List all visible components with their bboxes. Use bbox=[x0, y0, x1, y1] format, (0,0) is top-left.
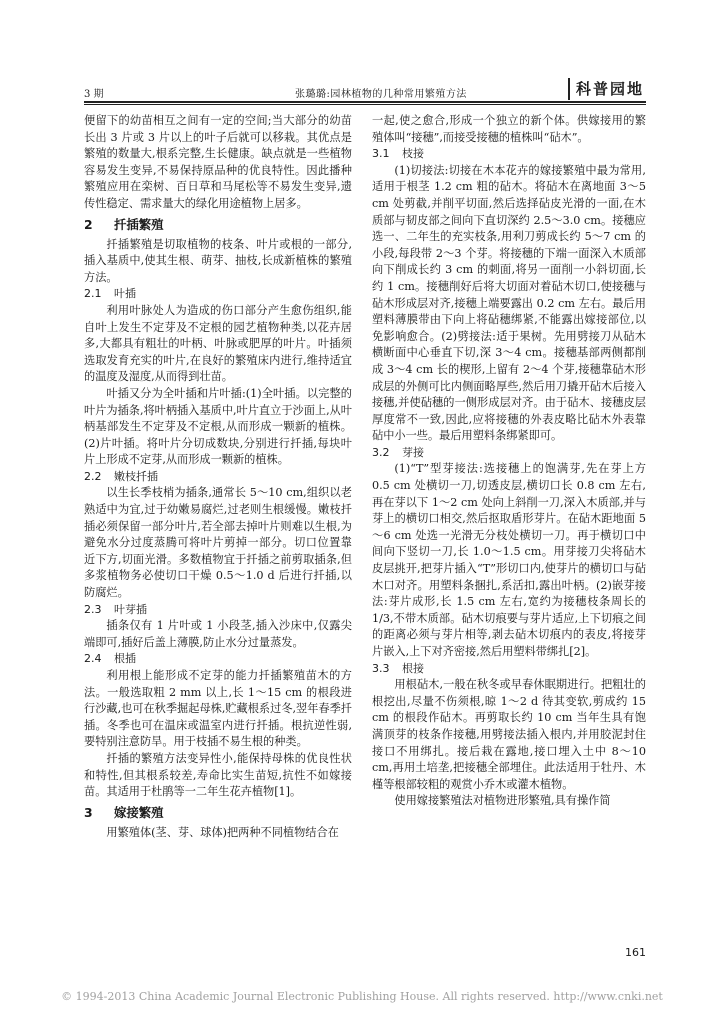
subsection-number: 3.2 bbox=[372, 445, 390, 459]
subsection-title: 叶芽插 bbox=[114, 602, 147, 616]
header-rule-thick bbox=[84, 101, 646, 103]
subsection-title: 叶插 bbox=[114, 287, 136, 301]
subsection-number: 2.3 bbox=[84, 602, 102, 616]
paragraph: 用繁殖体(茎、芽、球体)把两种不同植物结合在 bbox=[106, 825, 339, 839]
paragraph: 使用嫁接繁殖法对植物进形繁殖,具有操作简 bbox=[394, 794, 611, 808]
running-title: 张璐璐:园林植物的几种常用繁殖方法 bbox=[295, 89, 467, 100]
paragraph: 用根砧木,一般在秋冬或早春休眠期进行。把粗壮的根挖出,尽量不伤须根,晾 1～2 d 待其变软,剪成约 15 cm 的根段作砧木。再剪取长约 10 cm 当年生具有饱满顶芽的枝条作接穗,用劈接法插入根内,并用胶泥封住接口不用绑扎。接后栽在露地,接口埋入土中 8～10 cm,再用土培垄,把接穗全部埋住。此法适用于牡丹、木槿等根部较粗的观赏小乔木或灌木植物。 bbox=[372, 678, 646, 791]
left-column bbox=[84, 113, 352, 841]
paragraph: 一起,使之愈合,形成一个独立的新个体。供嫁接用的繁殖体叫“接穗”,而接受接穗的植株叫“砧木”。 bbox=[372, 114, 646, 144]
section-number: 3 bbox=[84, 804, 93, 820]
paragraph: 利用根上能形成不定芽的能力扦插繁殖苗木的方法。一般选取粗 2 mm 以上,长 1～15 cm 的根段进行沙藏,也可在秋季掘起母株,贮藏根系过冬,翌年春季扦插。冬季也可在温床或温室内进行扦插。根抗逆性弱,要特别注意防旱。用于枝插不易生根的种类。 bbox=[84, 669, 352, 749]
header-rule-thin bbox=[84, 104, 646, 105]
subsection-heading bbox=[84, 469, 352, 486]
section-title: 嫁接繁殖 bbox=[114, 804, 164, 820]
section-heading bbox=[84, 216, 352, 234]
paragraph: 以生长季枝梢为插条,通常长 5～10 cm,组织以老熟适中为宜,过于幼嫩易腐烂,过老则生根缓慢。嫩枝扦插必须保留一部分叶片,若全部去掉叶片则难以生根,为避免水分过度蒸腾可将叶片剪掉一部分。切口位置靠近下方,切面光滑。多数植物宜于扦插之前剪取插条,但多浆植物务必使切口干燥 0.5～1.0 d 后进行扦插,以防腐烂。 bbox=[84, 486, 352, 600]
copyright-notice: © 1994-2013 China Academic Journal Electronic Publishing House. All rights reserved. http://www.cnki.net bbox=[61, 990, 663, 1003]
paragraph: 便留下的幼苗相互之间有一定的空间;当大部分的幼苗长出 3 片或 3 片以上的叶子后就可以移栽。其优点是繁殖的数量大,根系完整,生长健康。缺点就是一些植物容易发生变异,不易保持原品种的优良特性。因此播种繁殖应用在栾树、百日草和马尾松等不易发生变异,遗传性稳定、需求量大的绿化用途植物上居多。 bbox=[84, 114, 352, 210]
subsection-heading bbox=[84, 286, 352, 303]
right-column bbox=[372, 113, 646, 810]
subsection-title: 根接 bbox=[402, 661, 424, 675]
journal-logo: 科普园地 bbox=[568, 78, 646, 100]
subsection-heading bbox=[372, 146, 646, 163]
section-heading bbox=[84, 804, 352, 822]
page-header bbox=[84, 74, 646, 100]
subsection-title: 嫩枝扦插 bbox=[114, 469, 158, 483]
paragraph: (1)“T”型芽接法:选接穗上的饱满芽,先在芽上方 0.5 cm 处横切一刀,切透皮层,横切口长 0.8 cm 左右,再在芽以下 1～2 cm 处向上斜削一刀,深入木质部,并与芽上的横切口相交,然后抠取盾形芽片。在砧木距地面 5～6 cm 处选一光滑无分枝处横切一刀。再于横切口中间向下竖切一刀,长 1.0～1.5 cm。用芽接刀尖将砧木皮层挑开,把芽片插入“T”形切口内,使芽片的横切口与砧木口对齐。用塑料条捆扎,系活扣,露出叶柄。(2)嵌芽接法:芽片成形,长 1.5 cm 左右,宽约为接穗枝条周长的 1/3,不带木质部。砧木切痕要与芽片适应,上下切痕之间的距离必须与芽片相等,剥去砧木切痕内的表皮,将接芽片嵌入,上下对齐密接,然后用塑料带绑扎[2]。 bbox=[372, 462, 646, 658]
subsection-number: 2.4 bbox=[84, 652, 102, 666]
subsection-number: 3.3 bbox=[372, 661, 390, 675]
section-title: 扦插繁殖 bbox=[114, 216, 164, 232]
subsection-number: 2.2 bbox=[84, 469, 102, 483]
paragraph: 利用叶脉处人为造成的伤口部分产生愈伤组织,能自叶上发生不定芽及不定根的园艺植物种类,以花卉居多,大都具有粗壮的叶柄、叶脉或肥厚的叶片。叶插须选取发育充实的叶片,在良好的繁殖床内进行,维持适宜的温度及湿度,从而得到壮苗。 bbox=[84, 303, 352, 384]
paragraph: 叶插又分为全叶插和片叶插:(1)全叶插。以完整的叶片为插条,将叶柄插入基质中,叶片直立于沙面上,从叶柄基部发生不定芽及不定根,从而形成一颗新的植株。(2)片叶插。将叶片分切成数块,分别进行扦插,每块叶片上形成不定芽,从而形成一颗新的植株。 bbox=[84, 386, 352, 467]
page-number: 161 bbox=[625, 946, 646, 959]
paragraph: 扦插繁殖是切取植物的枝条、叶片或根的一部分,插入基质中,使其生根、萌芽、抽枝,长成新植株的繁殖方法。 bbox=[84, 237, 352, 284]
issue-number: 3 期 bbox=[84, 89, 104, 100]
subsection-heading bbox=[372, 445, 646, 462]
subsection-title: 根插 bbox=[114, 652, 136, 666]
subsection-title: 芽接 bbox=[402, 445, 424, 459]
subsection-title: 枝接 bbox=[402, 147, 424, 161]
section-number: 2 bbox=[84, 216, 93, 232]
paragraph: 扦插的繁殖方法变异性小,能保持母株的优良性状和特性,但其根系较差,寿命比实生苗短,抗性不如嫁接苗。其适用于杜鹃等一二年生花卉植物[1]。 bbox=[84, 751, 352, 799]
paragraph: (1)切接法:切接在木本花卉的嫁接繁殖中最为常用,适用于根茎 1.2 cm 粗的砧木。将砧木在离地面 3～5 cm 处剪截,并削平切面,然后选择砧皮光滑的一面,在木质部与韧皮部之间向下直切深约 2.5～3.0 cm。接穗应选一、二年生的充实枝条,用利刀剪成长约 5～7 cm 的小段,每段带 2～3 个芽。将接穗的下端一面深入木质部向下削成长约 3 cm 的刺面,将另一面削一小斜切面,长约 1 cm。接穗削好后将大切面对着砧木切口,使接穗与砧木形成层对齐,接穗上端要露出 0.2 cm 左右。最后用塑料薄膜带由下向上将砧穗绑紧,不能露出嫁接部位,以免影响愈合。(2)劈接法:适于果树。先用劈接刀从砧木横断面中心垂直下切,深 3～4 cm。接穗基部两侧都削成 3～4 cm 长的楔形,上留有 2～4 个芽,接穗靠砧木形成层的外侧可比内侧面略厚些,然后用刀撬开砧木后接入接穗,并使砧穗的一侧形成层对齐。由于砧木、接穗皮层厚度常不一致,因此,应将接穗的外表皮略比砧木外表靠砧中小一些。最后用塑料条绑紧即可。 bbox=[372, 163, 646, 443]
paragraph: 插条仅有 1 片叶或 1 小段茎,插入沙床中,仅露尖端即可,插好后盖上薄膜,防止水分过量蒸发。 bbox=[84, 619, 352, 649]
subsection-number: 2.1 bbox=[84, 287, 102, 301]
subsection-heading bbox=[84, 602, 352, 619]
subsection-number: 3.1 bbox=[372, 147, 390, 161]
subsection-heading bbox=[84, 651, 352, 668]
subsection-heading bbox=[372, 661, 646, 678]
